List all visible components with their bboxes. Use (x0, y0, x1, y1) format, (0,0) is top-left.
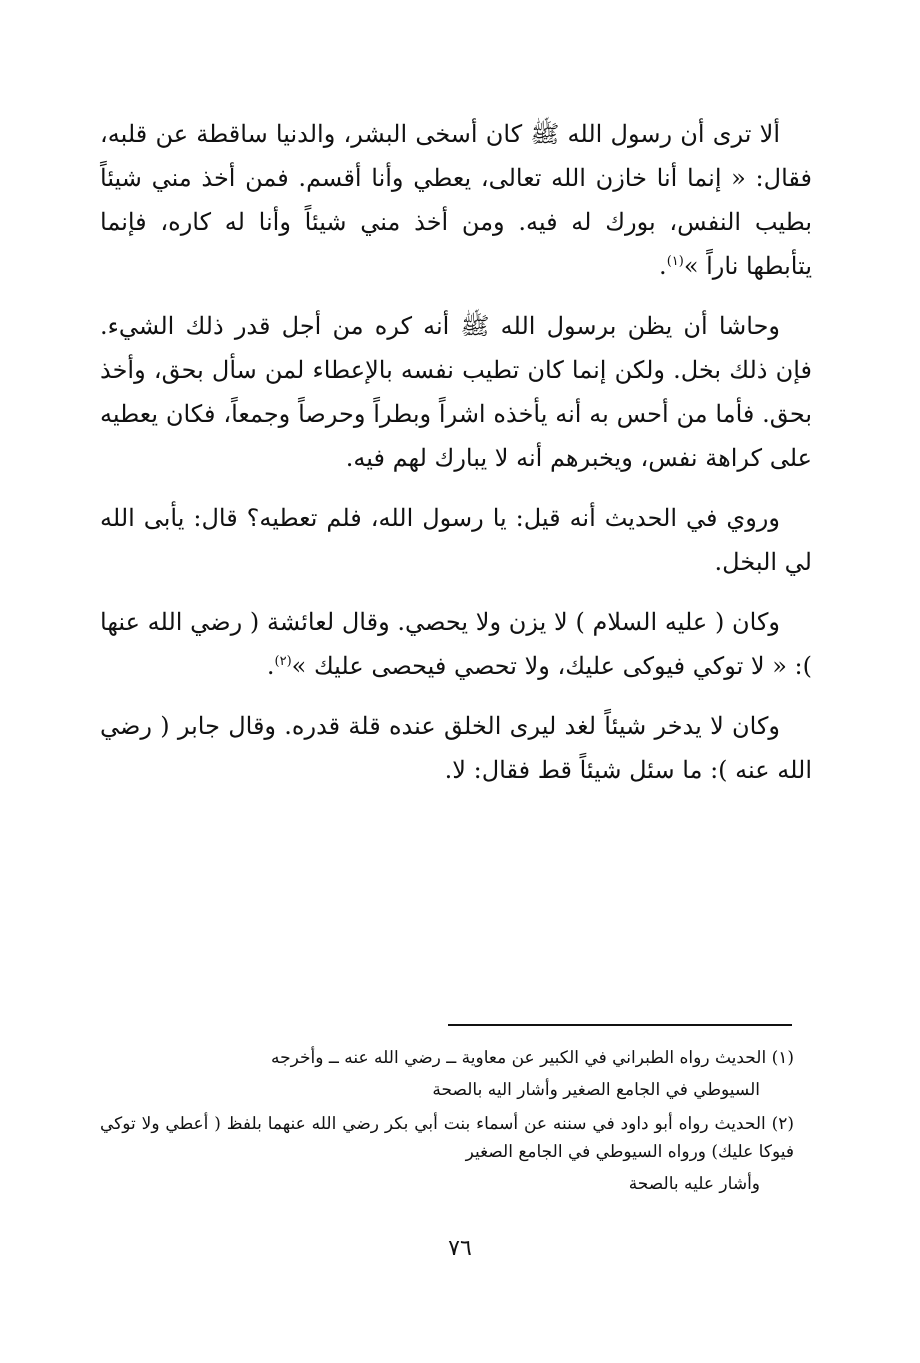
footnote-1-continuation: السيوطي في الجامع الصغير وأشار اليه بالصحة (432, 1080, 760, 1100)
paragraph-2-text: وحاشا أن يظن برسول الله ﷺ أنه كره من أجل قدر ذلك الشيء. فإن ذلك بخل. ولكن إنما كان تطيب نفسه بالإعطاء لمن سأل بحق، وأخذ بحق. فأما من أحس به أنه يأخذه اشراً وبطراً وحرصاً وجمعاً، فكان يعطيه على كراهة نفس، ويخبرهم أنه لا يبارك لهم فيه. (100, 312, 812, 472)
footnote-separator (448, 1024, 792, 1026)
footnotes (100, 1044, 794, 1204)
paragraph-1-end: . (659, 252, 667, 280)
paragraph-1-text: ألا ترى أن رسول الله ﷺ كان أسخى البشر، والدنيا ساقطة عن قلبه، فقال: « إنما أنا خازن الله تعالى، يعطي وأنا أقسم. فمن أخذ مني شيئاً بطيب النفس، بورك له فيه. ومن أخذ مني شيئاً وأنا له كاره، فإنما يتأبطها ناراً » (100, 120, 812, 280)
footnote-1: (١) الحديث رواه الطبراني في الكبير عن معاوية ــ رضي الله عنه ــ وأخرجه (271, 1048, 794, 1068)
page-number: ٧٦ (448, 1236, 472, 1261)
footnote-2-continuation: وأشار عليه بالصحة (628, 1174, 760, 1194)
paragraph-1 (100, 112, 812, 288)
paragraph-3-text: وروي في الحديث أنه قيل: يا رسول الله، فلم تعطيه؟ قال: يأبى الله لي البخل. (100, 504, 812, 576)
paragraph-2 (100, 304, 812, 480)
main-text (100, 112, 812, 808)
paragraph-4 (100, 600, 812, 688)
footnote-ref-1: (١) (666, 254, 684, 269)
footnote-ref-2: (٢) (274, 654, 292, 669)
footnote-2: (٢) الحديث رواه أبو داود في سننه عن أسماء بنت أبي بكر رضي الله عنهما بلفظ ( أعطي ولا توكي فيوكا عليك) ورواه السيوطي في الجامع الصغير (100, 1114, 794, 1162)
paragraph-5 (100, 704, 812, 792)
paragraph-5-text: وكان لا يدخر شيئاً لغد ليرى الخلق عنده قلة قدره. وقال جابر ( رضي الله عنه ): ما سئل شيئاً قط فقال: لا. (100, 712, 812, 784)
paragraph-3 (100, 496, 812, 584)
paragraph-4-text: وكان ( عليه السلام ) لا يزن ولا يحصي. وقال لعائشة ( رضي الله عنها ): « لا توكي فيوكى عليك، ولا تحصي فيحصى عليك » (100, 608, 812, 680)
paragraph-4-end: . (266, 652, 275, 680)
